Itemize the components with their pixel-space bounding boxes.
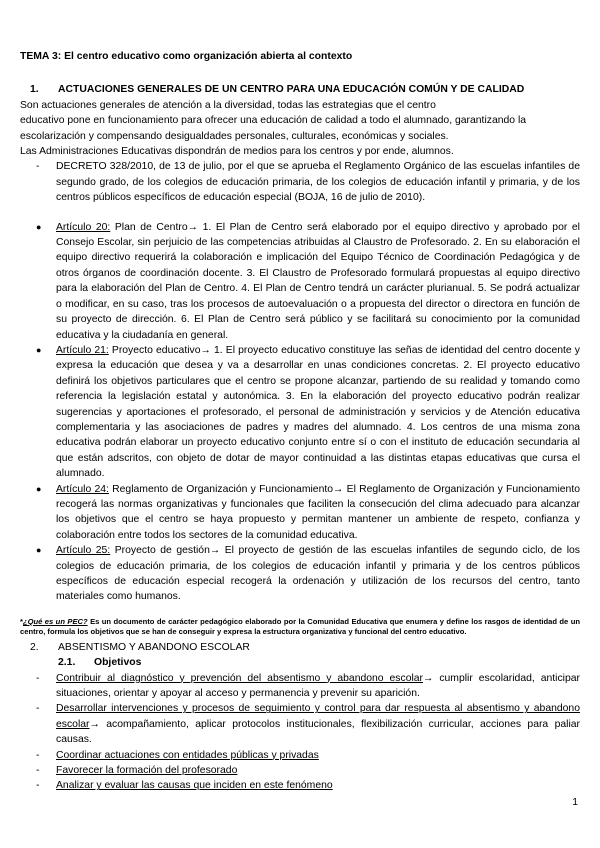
subsection-2-1-number: 2.1. [58,657,76,669]
dash-marker: - [36,672,40,684]
footnote-question: ¿Qué es un PEC? [22,616,88,626]
objective-item [36,763,580,778]
objective-underlined: Contribuir al diagnóstico y prevención del absentismo y abandono escolar [56,672,424,684]
section-1-number: 1. [30,84,39,96]
objective-underlined: Analizar y evaluar las causas que inciden en este fenómeno [56,780,333,792]
objectives-list [20,671,580,794]
article-item [36,220,580,343]
page-number: 1 [572,797,578,808]
article-text: Proyecto de gestión→ El proyecto de gestión de las escuelas infantiles de segundo ciclo, de los colegios de educación primaria, de los colegios de educación infantil y primaria y de los centros públicos específicos de educación especial recogerá la ordenación y utilización de los recursos del centro, tanto materiales como humanos. [56,545,580,603]
section-1-heading [20,82,580,97]
bullet-marker: ● [36,545,42,556]
article-item [36,343,580,482]
dash-marker: - [36,780,40,792]
decree-text: DECRETO 328/2010, de 13 de julio, por el que se aprueba el Reglamento Orgánico de las escuelas infantiles de segundo grado, de los colegios de educación primaria, de los colegios de educación infantil y primaria, y de los centros públicos específicos de educación especial (BOJA, 16 de julio de 2010). [56,161,580,204]
dash-marker: - [36,749,40,761]
objective-rest: → cumplir escolaridad, anticipar situaciones, orientar y apoyar al acceso y permanencia y prevenir su aparición. [56,672,580,700]
dash-marker: - [36,161,40,173]
objective-item [36,671,580,702]
article-item [36,482,580,544]
dash-marker: - [36,765,40,777]
article-text: Proyecto educativo→ 1. El proyecto educativo constituye las señas de identidad del centro docente y expresa la educación que desea y va a desarrollar en unas condiciones concretas. 2. El proyecto educativo definirá los objetivos particulares que el centro se propone alcanzar, partiendo de su realidad y tomando como referencia la legislación estatal y autonómica. 3. En la elaboración del proyecto educativo podrán realizar sugerencias y aportaciones el profesorado, el personal de administración y servicios y de Atención educativa complementaria y las asociaciones de padres y madres del alumnado. 4. Los centros de una misma zona educativa podrán elaborar un proyecto educativo conjunto entre sí o con el instituto de educación secundaria al que están adscritos, con objeto de dotar de mayor continuidad a las distintas etapas educativas que cursa el alumnado. [56,344,580,480]
objective-rest: → acompañamiento, aplicar protocolos institucionales, flexibilización curricular, acciones para paliar causas. [56,718,580,746]
section-2-number: 2. [30,641,39,653]
section-2-heading [20,640,580,655]
section-2-title: ABSENTISMO Y ABANDONO ESCOLAR [58,641,250,653]
articles-list [20,220,580,605]
article-name: Artículo 24: [56,483,109,495]
document-title: TEMA 3: El centro educativo como organización abierta al contexto [20,51,353,62]
section-1-intro-line2: educativo pone en funcionamiento para ofrecer una educación de calidad a todo el alumnado, garantizando la escolarización y compensando desigualdades personales, culturales, económicas y sociales. [20,115,527,142]
article-item [36,543,580,605]
objective-item [36,748,580,763]
subsection-2-1-heading [58,655,580,670]
bullet-marker: ● [36,483,42,494]
article-name: Artículo 21: [56,344,109,356]
objective-underlined: Desarrollar intervenciones y procesos de seguimiento y control para dar respuesta al absentismo y abandono escolar [56,703,580,730]
objective-item [36,701,580,747]
section-1-intro-line1: Son actuaciones generales de atención a la diversidad, todas las estrategias que el centro [20,99,436,111]
section-1-title: ACTUACIONES GENERALES DE UN CENTRO PARA UNA EDUCACIÓN COMÚN Y DE CALIDAD [58,84,525,96]
decree-item [36,159,580,205]
bullet-marker: ● [36,221,42,232]
footnote-mark: * [20,616,23,626]
objective-underlined: Favorecer la formación del profesorado [56,765,238,777]
document-page [20,49,580,794]
footnote-text: Es un documento de carácter pedagógico elaborado por la Comunidad Educativa que enumera y define los rasgos de identidad de un centro, formula los objetivos que se han de conseguir y expresa la estructura organizativa y funcional del centro educativo. [20,616,580,637]
article-name: Artículo 25: [56,545,111,557]
objective-item [36,778,580,793]
dash-marker: - [36,703,40,715]
footnote [20,617,580,638]
bullet-marker: ● [36,344,42,355]
article-text: Reglamento de Organización y Funcionamiento→ El Reglamento de Organización y Funcionamiento recogerá las normas organizativas y funcionales que faciliten la consecución del clima adecuado para alcanzar los objetivos que el centro se haya propuesto y permitan mantener un ambiente de respeto, confianza y colaboración entre todos los sectores de la comunidad educativa. [56,483,580,541]
article-name: Artículo 20: [56,221,111,233]
section-1-intro-line3: Las Administraciones Educativas dispondrán de medios para los centros y por ende, alumnos. [20,146,454,158]
objective-underlined: Coordinar actuaciones con entidades públicas y privadas [56,749,319,761]
article-text: Plan de Centro→ 1. El Plan de Centro será elaborado por el equipo directivo y aprobado por el Consejo Escolar, sin perjuicio de las competencias atribuidas al Claustro de Profesorado. 2. En su elaboración el equipo directivo requerirá la colaboración e implicación del Equipo Técnico de Coordinación Pedagógica y de otros órganos de coordinación docente. 3. El Claustro de Profesorado formulará propuestas al equipo directivo para la elaboración del Plan de Centro. 4. El Plan de Centro tendrá un carácter plurianual. 5. Se podrá actualizar o modificar, en su caso, tras los procesos de autoevaluación o a propuesta del director o directora en función de su proyecto de dirección. 6. El Plan de Centro será público y se facilitará su conocimiento por la comunidad educativa y la ciudadanía en general. [56,221,580,341]
subsection-2-1-title: Objetivos [94,657,142,669]
